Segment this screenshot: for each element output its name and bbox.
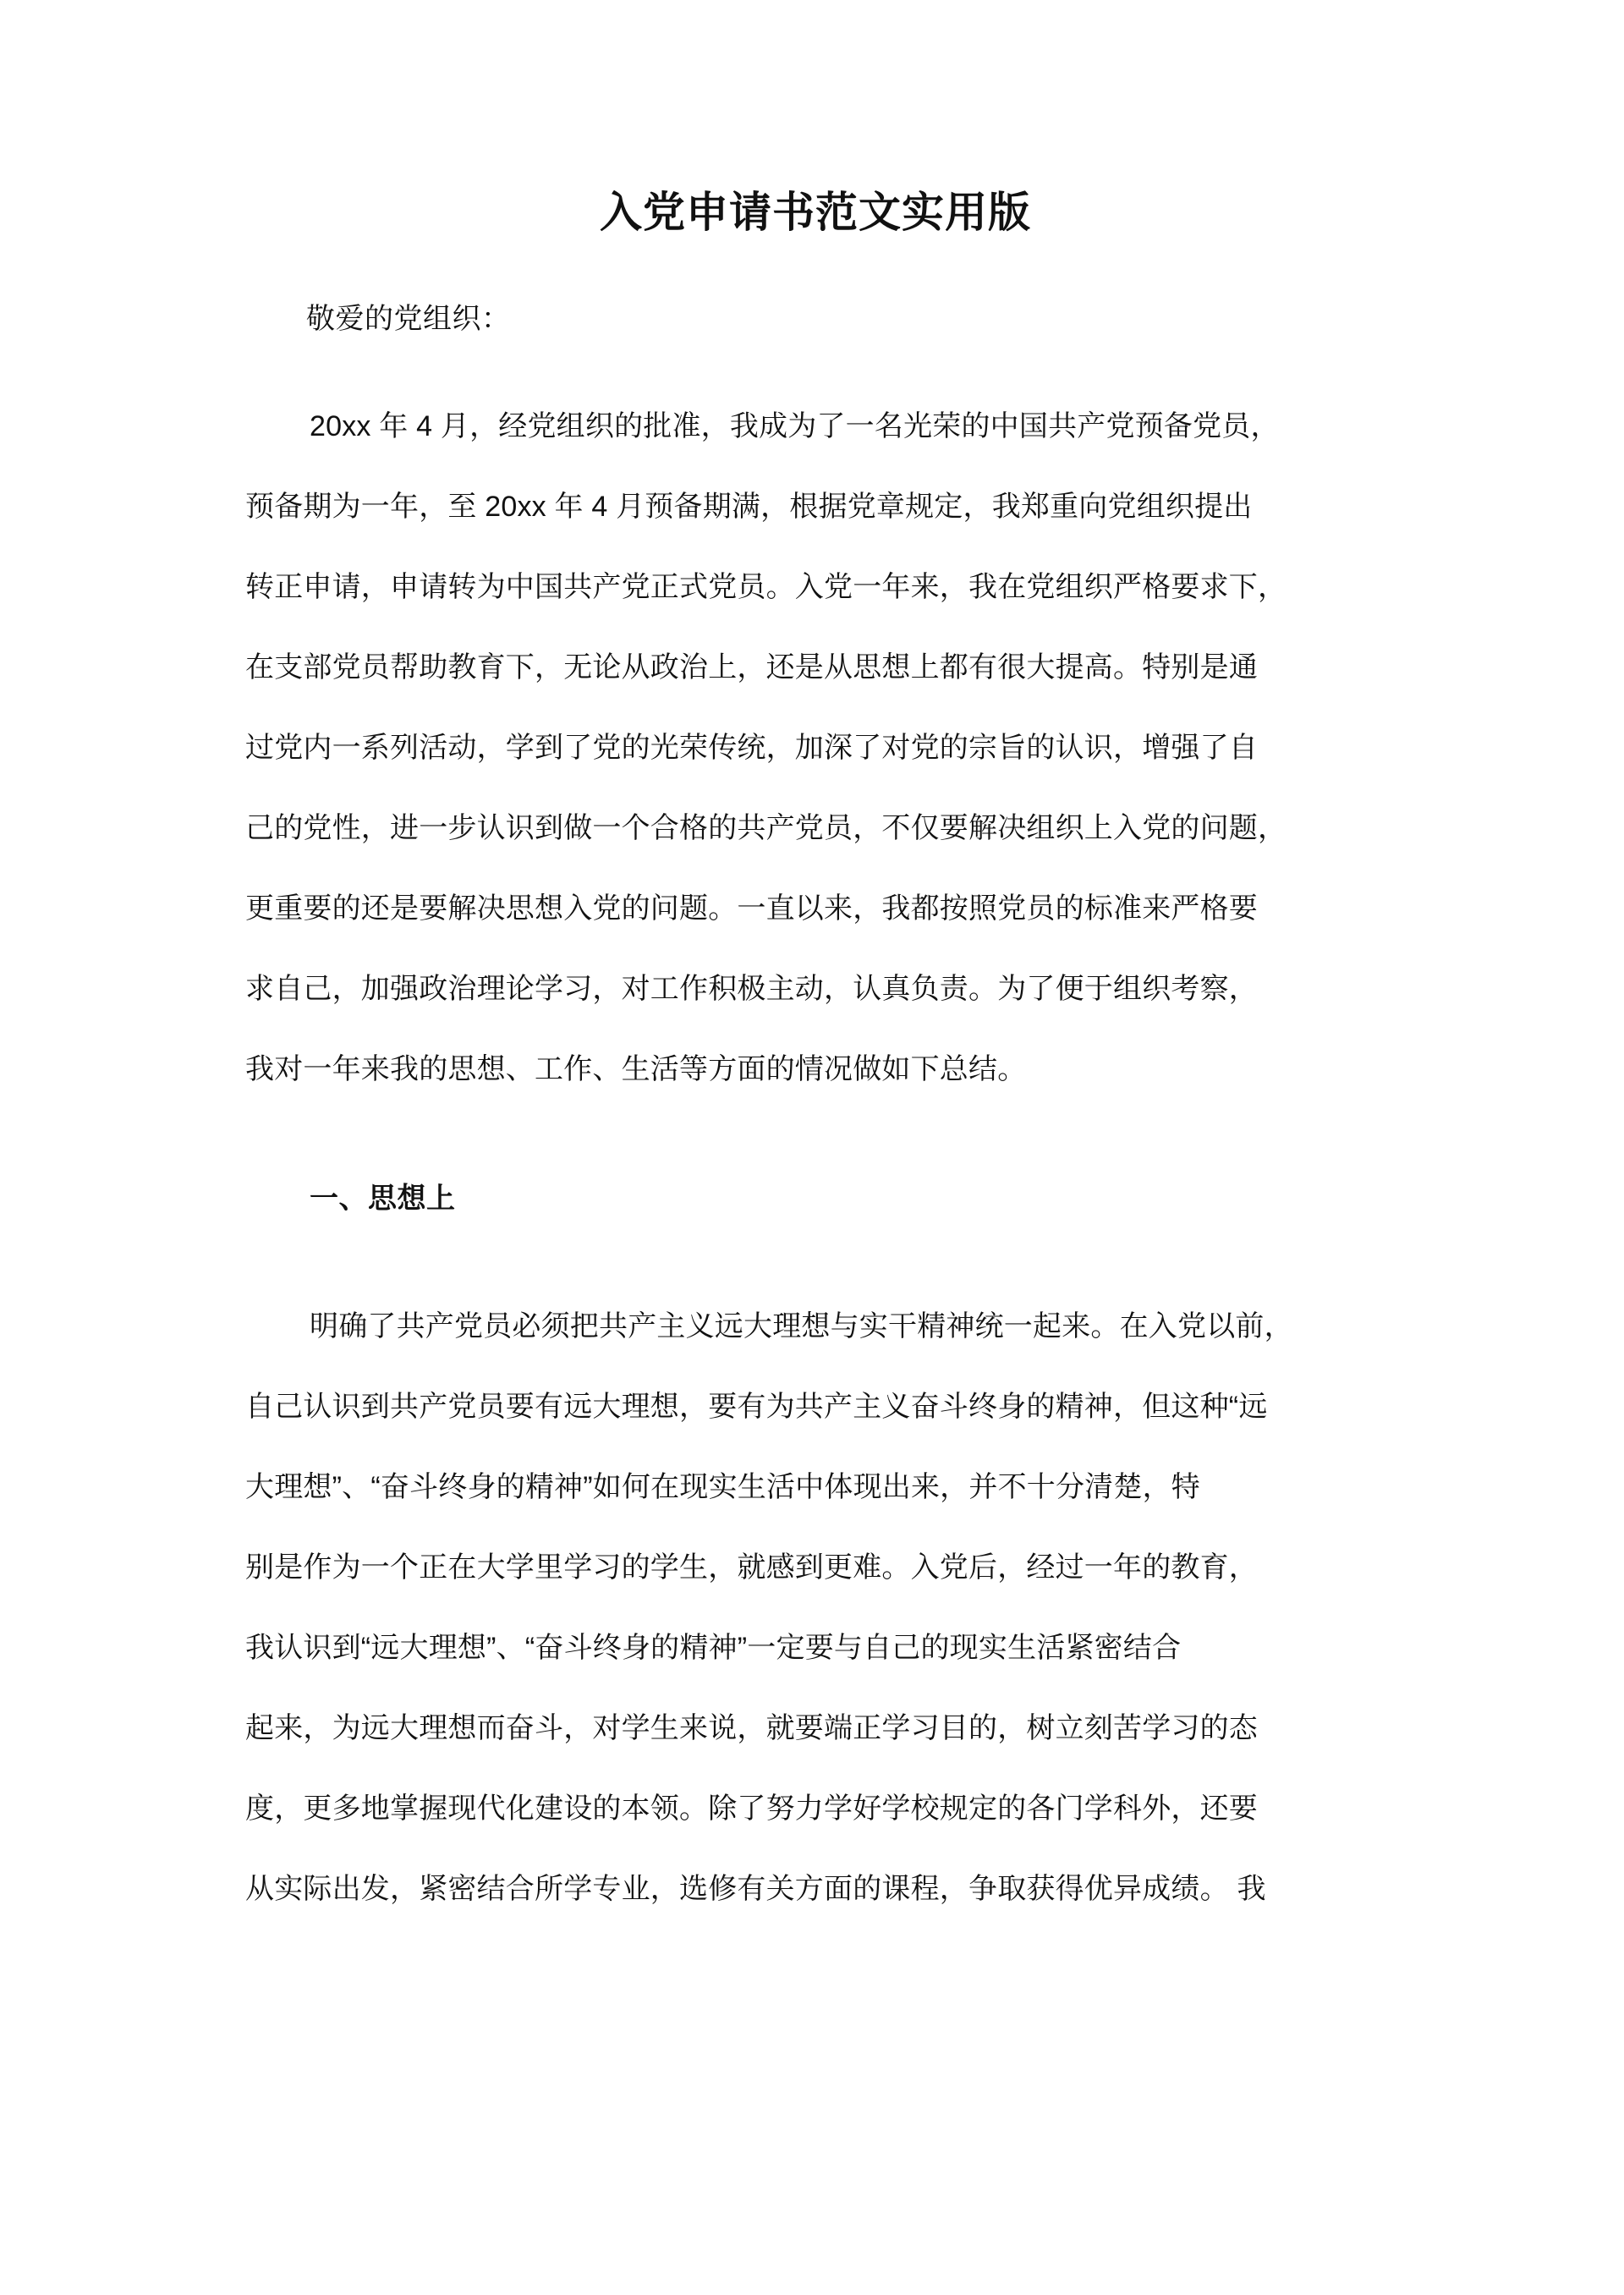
text-line: 大理想”、“奋斗终身的精神”如何在现实生活中体现出来，并不十分清楚，特 (245, 1470, 1200, 1503)
text-line: 转正申请，申请转为中国共产党正式党员。入党一年来，我在党组织严格要求下， (245, 570, 1287, 603)
document-body (245, 0, 1385, 1930)
text-line: 度，更多地掌握现代化建设的本领。除了努力学好学校规定的各门学科外，还要 (245, 1792, 1258, 1825)
text-line: 别是作为一个正在大学里学习的学生，就感到更难。入党后，经过一年的教育， (245, 1551, 1258, 1584)
text-line: 20xx 年 4 月，经党组织的批准，我成为了一名光荣的中国共产党预备党员， (310, 409, 1280, 442)
page-title: 入党申请书范文实用版 (600, 189, 1031, 236)
paragraph-thought (245, 1239, 1385, 1930)
section-heading-thought: 一、思想上 (310, 1182, 456, 1215)
text-line: 更重要的还是要解决思想入党的问题。一直以来，我都按照党员的标准来严格要 (245, 892, 1258, 925)
text-line: 从实际出发，紧密结合所学专业，选修有关方面的课程，争取获得优异成绩。 我 (245, 1872, 1266, 1905)
salutation-line: 敬爱的党组织： (306, 302, 511, 335)
text-line: 预备期为一年，至 20xx 年 4 月预备期满，根据党章规定，我郑重向党组织提出 (245, 490, 1253, 523)
text-line: 过党内一系列活动，学到了党的光荣传统，加深了对党的宗旨的认识，增强了自 (245, 731, 1258, 764)
text-line: 起来，为远大理想而奋斗，对学生来说，就要端正学习目的，树立刻苦学习的态 (245, 1711, 1258, 1744)
paragraph-intro (245, 338, 1385, 1110)
text-line: 明确了共产党员必须把共产主义远大理想与实干精神统一起来。在入党以前， (310, 1309, 1293, 1342)
text-line: 我对一年来我的思想、工作、生活等方面的情况做如下总结。 (245, 1052, 1027, 1085)
text-line: 求自己，加强政治理论学习，对工作积极主动，认真负责。为了便于组织考察， (245, 972, 1258, 1005)
text-line: 我认识到“远大理想”、“奋斗终身的精神”一定要与自己的现实生活紧密结合 (245, 1631, 1182, 1664)
text-line: 自己认识到共产党员要有远大理想，要有为共产主义奋斗终身的精神，但这种“远 (245, 1390, 1268, 1423)
text-line: 在支部党员帮助教育下，无论从政治上，还是从思想上都有很大提高。特别是通 (245, 651, 1258, 684)
text-line: 己的党性，进一步认识到做一个合格的共产党员，不仅要解决组织上入党的问题， (245, 811, 1287, 844)
